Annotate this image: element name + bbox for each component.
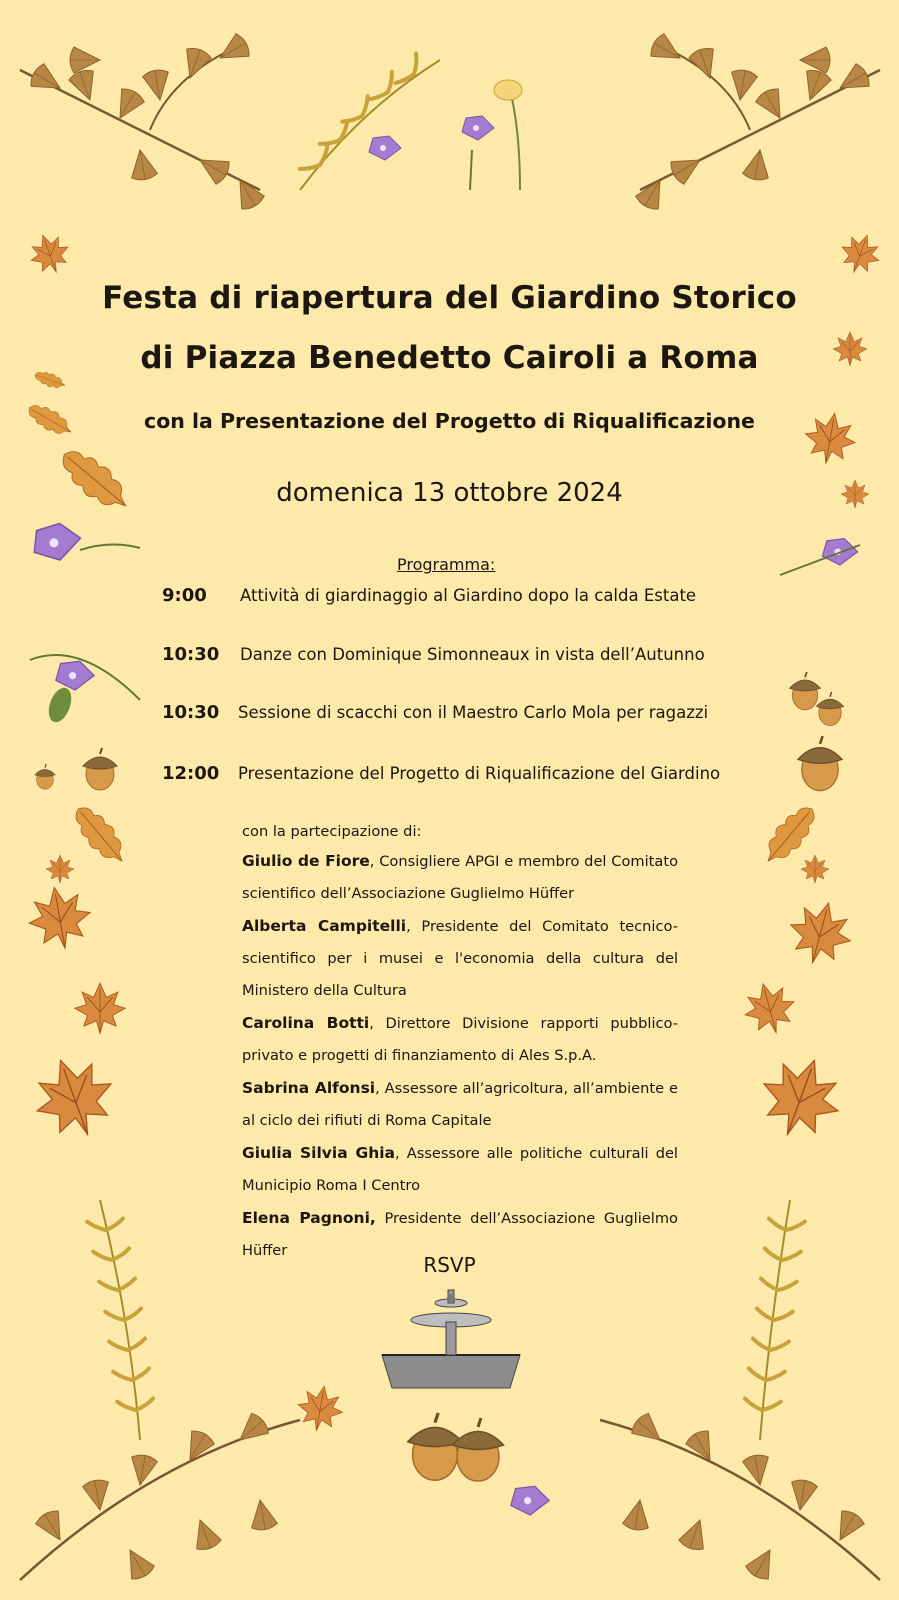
participant-role: Presidente dell’Associazione Guglielmo Hüffer xyxy=(242,1210,678,1259)
participant-role: , Direttore Divisione rapporti pubblico-privato e progetti di finanziamento di Ales S.p.A. xyxy=(242,1015,678,1064)
schedule-description: Attività di giardinaggio al Giardino dopo la calda Estate xyxy=(240,586,697,605)
schedule-time: 12:00 xyxy=(162,763,220,784)
schedule-item xyxy=(0,585,899,613)
subtitle: con la Presentazione del Progetto di Riqualificazione xyxy=(144,409,755,433)
participant xyxy=(242,910,678,1007)
participant xyxy=(242,1072,678,1137)
participant xyxy=(242,845,678,910)
participant-role: , Presidente del Comitato tecnico-scientifico per i musei e l'economia della cultura del Ministero della Cultura xyxy=(242,918,678,999)
participant-name: Elena Pagnoni, xyxy=(242,1209,376,1227)
schedule-time: 10:30 xyxy=(162,644,220,665)
participant-name: Carolina Botti xyxy=(242,1014,370,1032)
event-date: domenica 13 ottobre 2024 xyxy=(276,478,623,508)
rsvp-label: RSVP xyxy=(423,1253,476,1277)
participant xyxy=(242,1007,678,1072)
participant-role: , Assessore all’agricoltura, all’ambiente e al ciclo dei rifiuti di Roma Capitale xyxy=(242,1080,678,1129)
schedule-item xyxy=(0,702,899,730)
schedule-description: Sessione di scacchi con il Maestro Carlo Mola per ragazzi xyxy=(238,703,709,722)
schedule-time: 9:00 xyxy=(162,585,207,606)
schedule-description: Presentazione del Progetto di Riqualificazione del Giardino xyxy=(238,764,721,783)
participant-role: , Consigliere APGI e membro del Comitato scientifico dell’Associazione Guglielmo Hüffer xyxy=(242,853,678,902)
schedule-description: Danze con Dominique Simonneaux in vista dell’Autunno xyxy=(240,645,705,664)
schedule-item xyxy=(0,763,899,791)
page-title: Festa di riapertura del Giardino Storico xyxy=(102,280,797,316)
participant-role: , Assessore alle politiche culturali del Municipio Roma I Centro xyxy=(242,1145,678,1194)
participant xyxy=(242,1137,678,1202)
participants-list xyxy=(242,819,678,1267)
page-title-line2: di Piazza Benedetto Cairoli a Roma xyxy=(140,340,759,376)
participation-intro: con la partecipazione di: xyxy=(242,823,422,840)
participant-name: Alberta Campitelli xyxy=(242,917,407,935)
schedule-item xyxy=(0,644,899,672)
participant-name: Giulia Silvia Ghia xyxy=(242,1144,396,1162)
participant-name: Giulio de Fiore xyxy=(242,852,370,870)
program-heading: Programma: xyxy=(397,555,496,574)
schedule-time: 10:30 xyxy=(162,702,220,723)
participant-name: Sabrina Alfonsi xyxy=(242,1079,376,1097)
